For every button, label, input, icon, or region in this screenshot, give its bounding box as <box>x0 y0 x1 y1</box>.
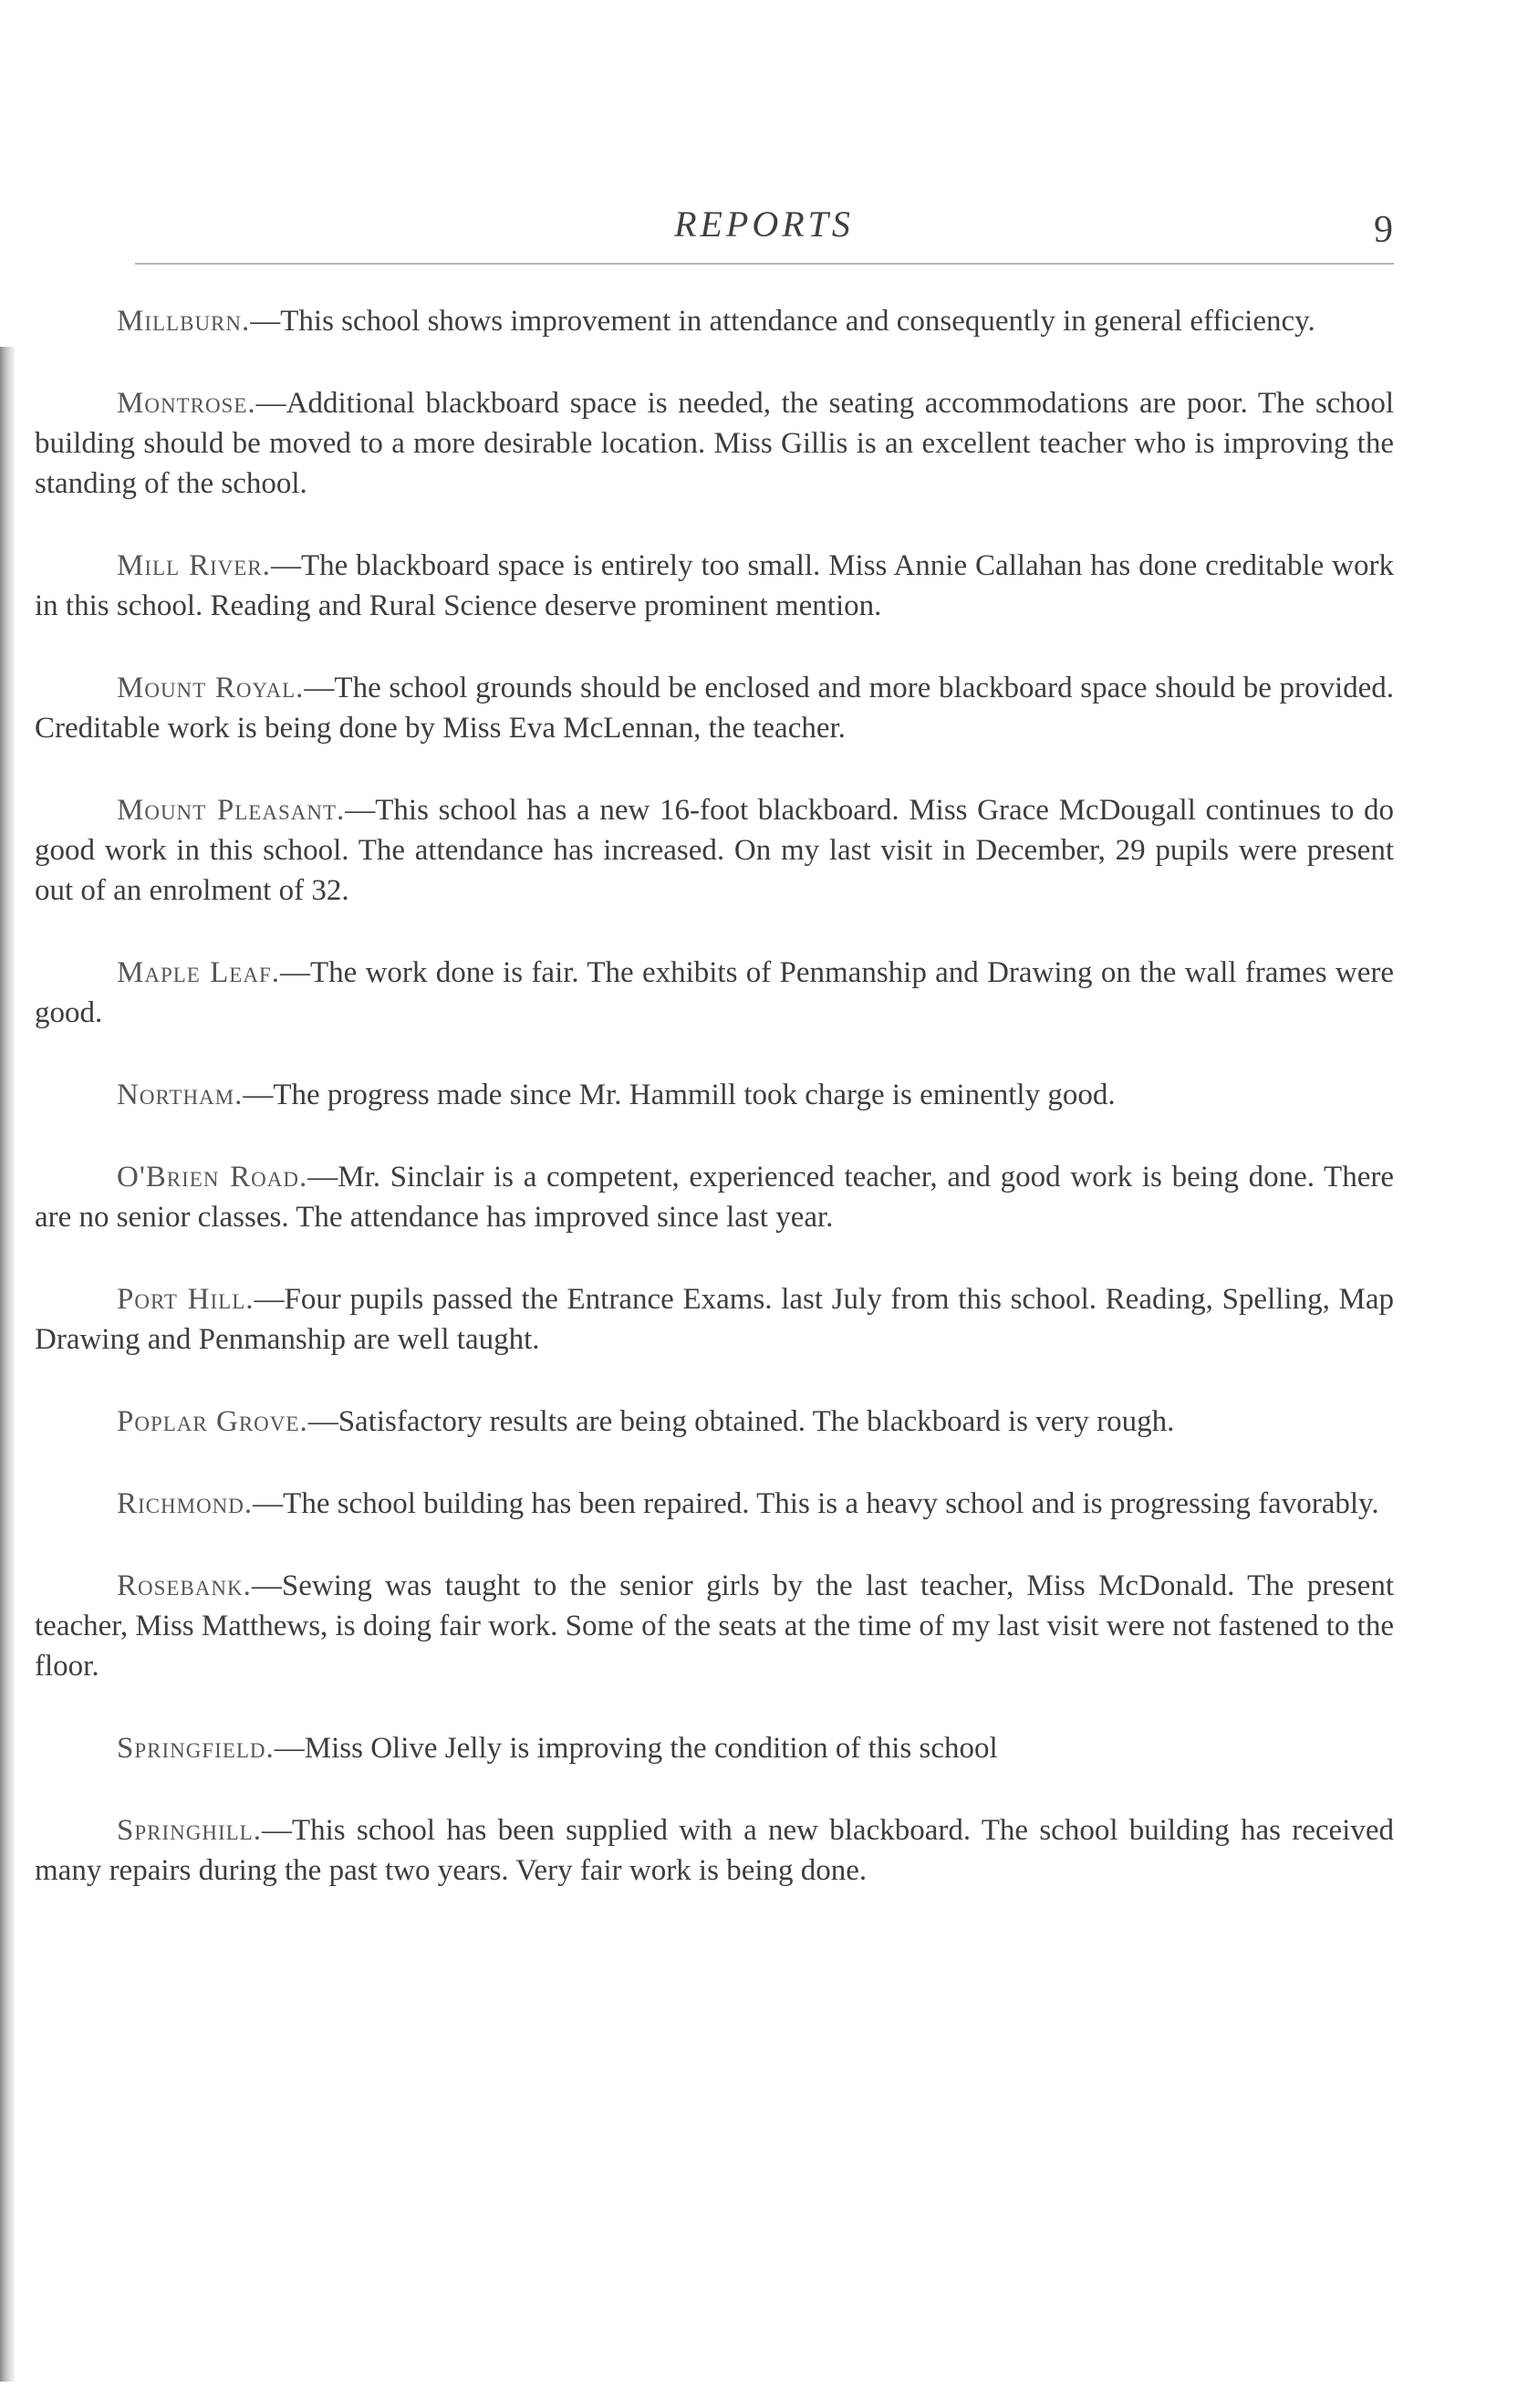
report-entry-montrose <box>35 383 1394 504</box>
page-header <box>0 0 1528 274</box>
school-name: Mount Pleasant. <box>117 794 346 827</box>
school-report-text: —The work done is fair. The exhibits of Penmanship and Drawing on the wall frames were good. <box>35 956 1395 1029</box>
school-name: O'Brien Road. <box>117 1161 308 1194</box>
report-entry-northam <box>35 1075 1394 1115</box>
report-entry-mount-pleasant <box>35 790 1394 911</box>
report-entry-port-hill <box>35 1279 1394 1360</box>
school-name: Springfield. <box>117 1732 275 1765</box>
school-report-text: —Miss Olive Jelly is improving the condition of this school <box>274 1732 998 1765</box>
school-report-text: —The school grounds should be enclosed and more blackboard space should be provided. Creditable work is being done by Miss Eva McLennan, the teacher. <box>35 672 1395 745</box>
report-entry-rosebank <box>35 1566 1394 1686</box>
school-name: Rosebank. <box>117 1569 252 1602</box>
report-entry-millburn <box>35 301 1394 341</box>
report-body <box>35 301 1394 1933</box>
report-entry-mount-royal <box>35 668 1394 748</box>
page-number: 9 <box>1374 209 1393 251</box>
school-name: Mill River. <box>117 549 271 582</box>
header-rule <box>135 263 1394 265</box>
school-name: Poplar Grove. <box>117 1405 308 1438</box>
school-name: Mount Royal. <box>117 672 305 704</box>
school-name: Richmond. <box>117 1487 254 1520</box>
school-report-text: —This school has been supplied with a new blackboard. The school building has received many repairs during the past two years. Very fair work is being done. <box>35 1814 1394 1887</box>
school-name: Port Hill. <box>117 1283 255 1316</box>
running-title: REPORTS <box>674 203 854 245</box>
school-report-text: —Satisfactory results are being obtained. The blackboard is very rough. <box>307 1405 1175 1438</box>
report-entry-mill-river <box>35 546 1394 626</box>
school-report-text: —Mr. Sinclair is a competent, experienced teacher, and good work is being done. There are no senior classes. The attendance has improved since last year. <box>35 1161 1395 1234</box>
school-name: Montrose. <box>117 387 256 420</box>
school-report-text: —The blackboard space is entirely too small. Miss Annie Callahan has done creditable work in this school. Reading and Rural Science deserve prominent mention. <box>35 549 1394 622</box>
school-report-text: —Additional blackboard space is needed, the seating accommodations are poor. The school building should be moved to a more desirable location. Miss Gillis is an excellent teacher who is improving the standing of the school. <box>35 387 1394 500</box>
school-report-text: —The school building has been repaired. This is a heavy school and is progressing favorably. <box>253 1487 1379 1520</box>
school-name: Springhill. <box>117 1814 262 1847</box>
report-entry-richmond <box>35 1484 1394 1524</box>
report-entry-springhill <box>35 1810 1394 1891</box>
report-entry-maple-leaf <box>35 953 1394 1033</box>
school-report-text: —This school shows improvement in attendance and consequently in general efficiency. <box>250 305 1315 338</box>
school-report-text: —The progress made since Mr. Hammill took charge is eminently good. <box>243 1079 1116 1111</box>
school-name: Millburn. <box>117 305 251 338</box>
report-entry-poplar-grove <box>35 1402 1394 1442</box>
school-report-text: —Four pupils passed the Entrance Exams. last July from this school. Reading, Spelling, Map Drawing and Penmanship are well taught. <box>35 1283 1394 1356</box>
report-entry-obrien-road <box>35 1157 1394 1237</box>
school-name: Northam. <box>117 1079 244 1111</box>
school-report-text: —This school has a new 16-foot blackboard. Miss Grace McDougall continues to do good work in this school. The attendance has increased. On my last visit in December, 29 pupils were present out of an enrolment of 32. <box>35 794 1395 907</box>
report-entry-springfield <box>35 1728 1394 1768</box>
page-binding-shadow <box>0 347 15 2382</box>
school-report-text: —Sewing was taught to the senior girls by the last teacher, Miss McDonald. The present teacher, Miss Matthews, is doing fair work. Some of the seats at the time of my last visit were not fastened to the floor. <box>35 1569 1394 1683</box>
school-name: Maple Leaf. <box>117 956 280 989</box>
